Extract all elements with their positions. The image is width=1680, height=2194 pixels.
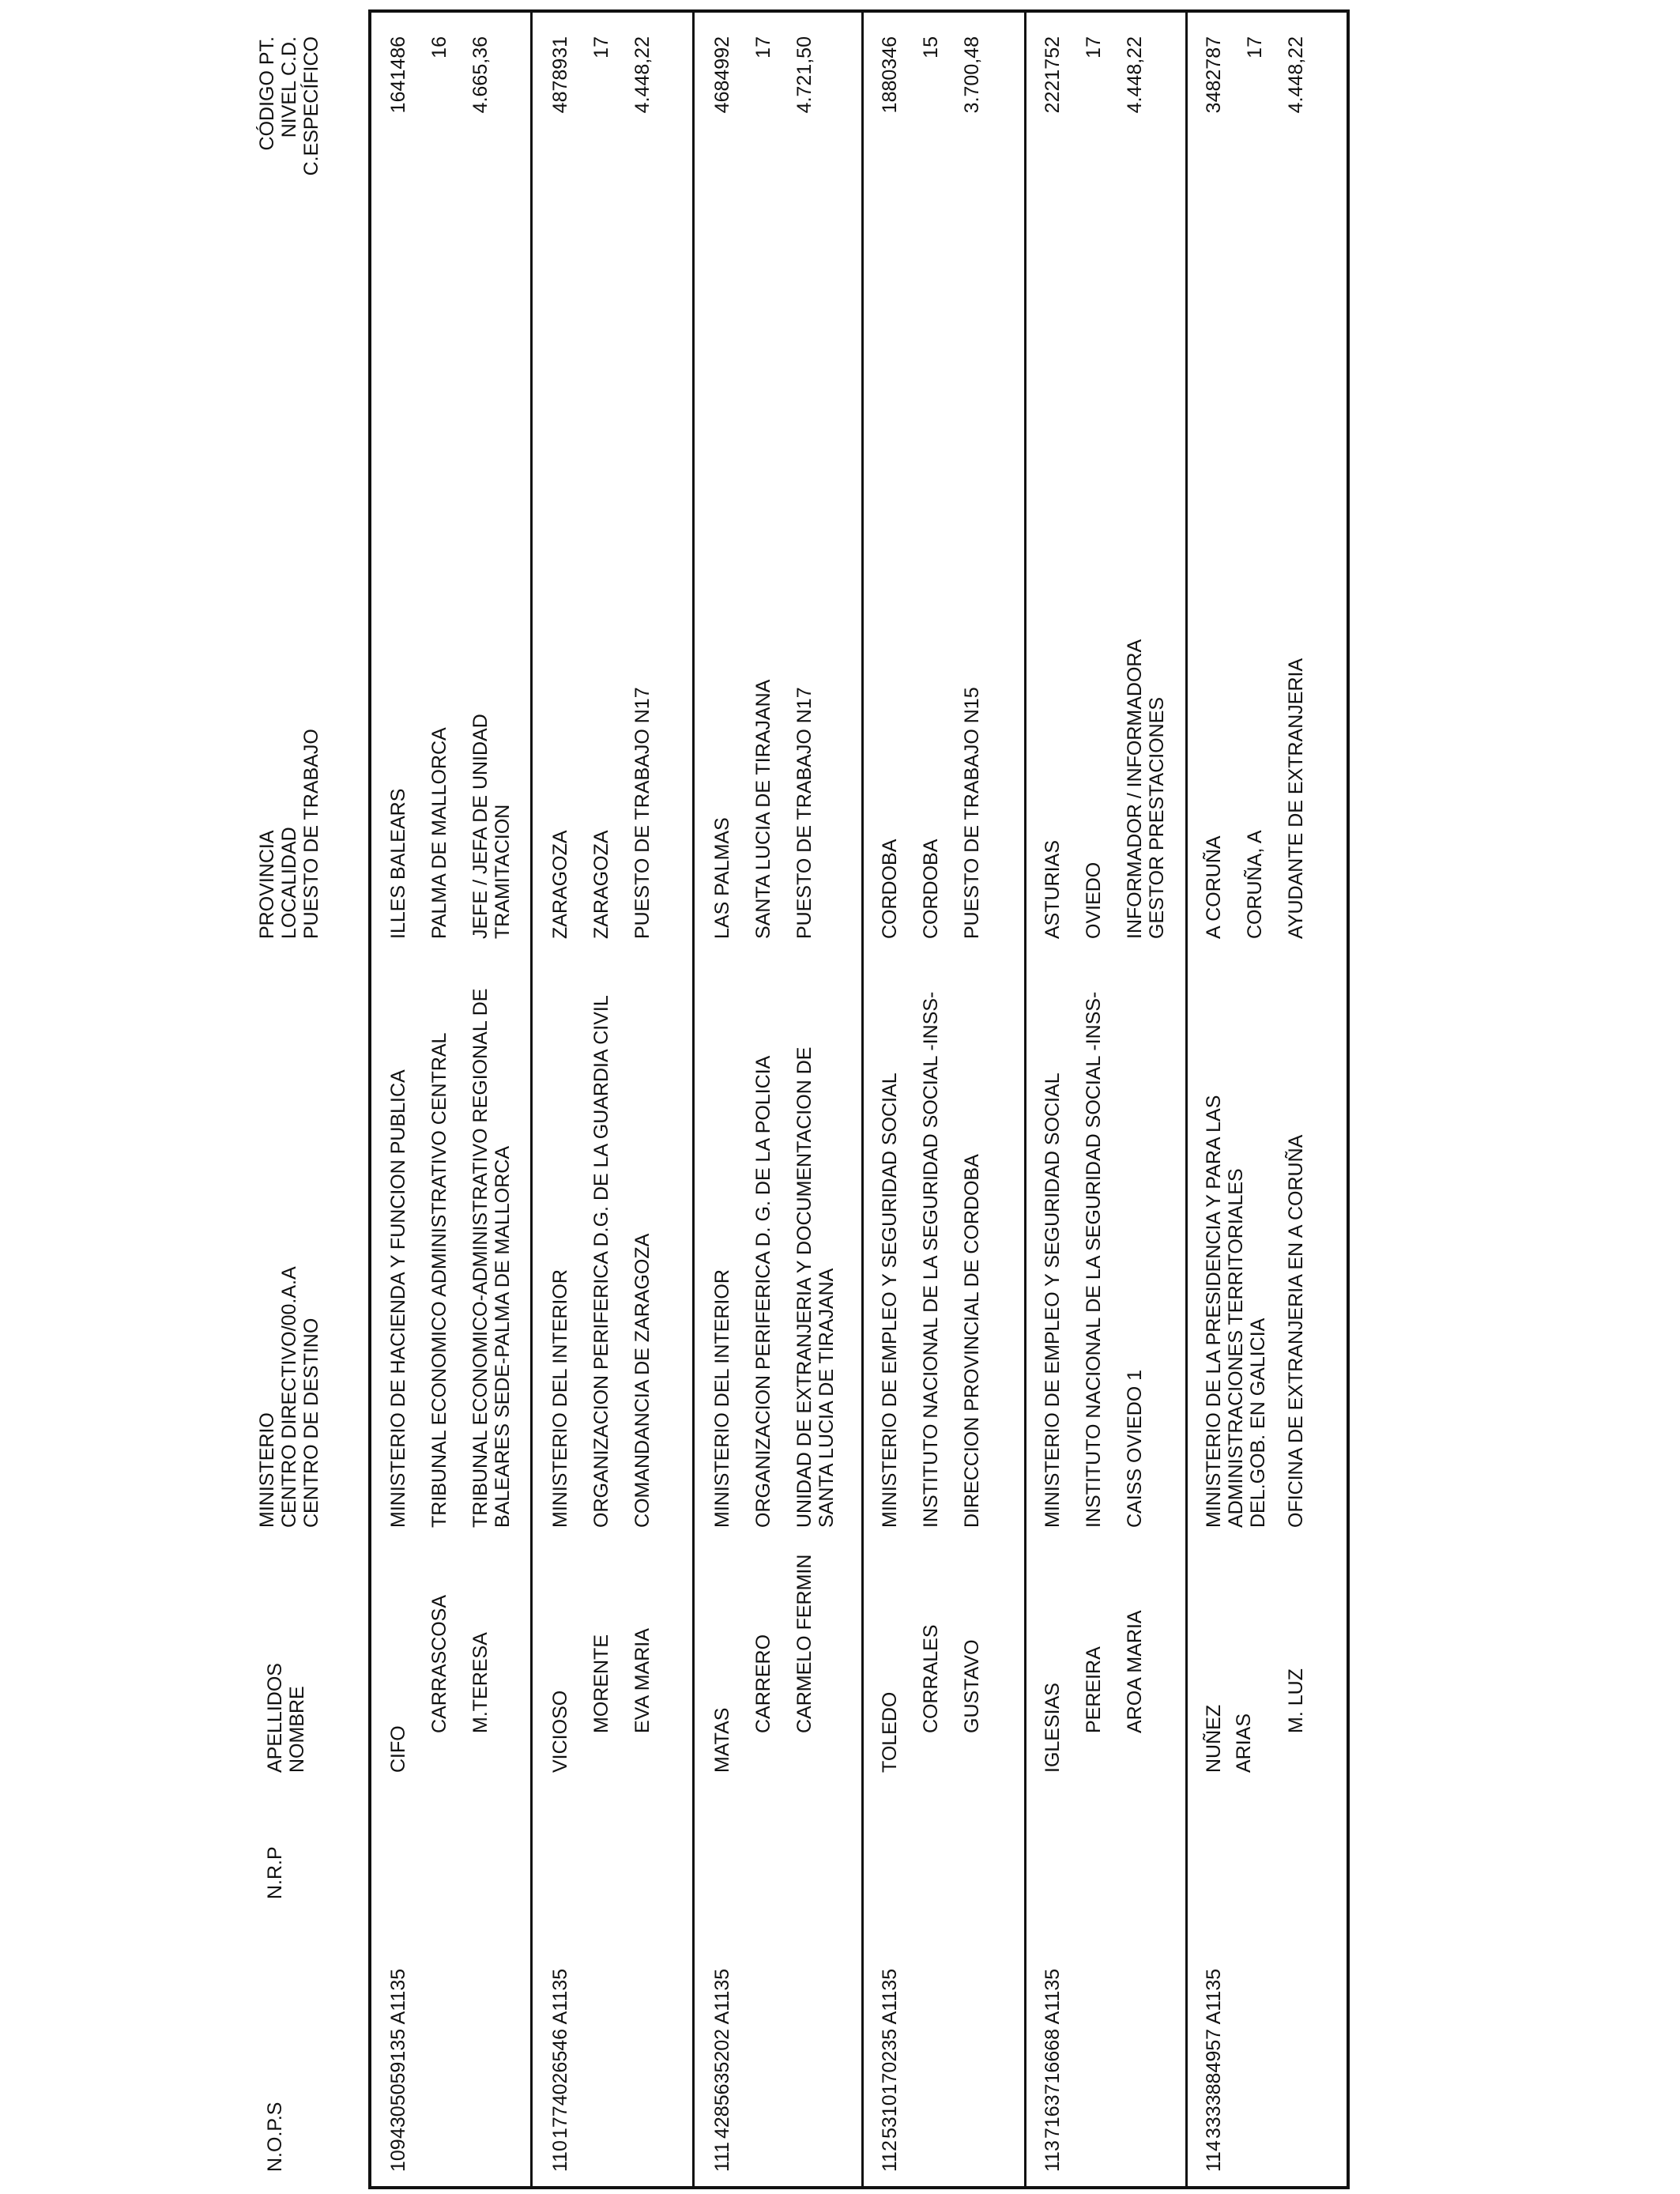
- record-nombre: EVA MARIA: [631, 1628, 654, 1733]
- record-nombre: M.TERESA: [469, 1632, 492, 1733]
- record-ministerio: MINISTERIO DE HACIENDA Y FUNCION PUBLICA: [387, 1069, 409, 1528]
- record-especifico: 4.448,22: [631, 36, 654, 114]
- record-nrp: 1774026546 A1135: [549, 1968, 571, 2139]
- record-ministerio: MINISTERIO DE EMPLEO Y SEGURIDAD SOCIAL: [879, 1072, 901, 1528]
- header-puesto: PUESTO DE TRABAJO: [300, 729, 322, 939]
- record-ministerio: MINISTERIO DE LA PRESIDENCIA Y PARA LAS ADMINISTRACIONES TERRITORIALES: [1203, 1095, 1247, 1528]
- record-especifico: 4.665,36: [469, 36, 492, 114]
- record-centro-directivo: INSTITUTO NACIONAL DE LA SEGURIDAD SOCIAL -INSS-: [1083, 991, 1105, 1528]
- record-nrp: 4285635202 A1135: [711, 1968, 733, 2139]
- record-especifico: 4.448,22: [1124, 36, 1146, 114]
- record-centro-destino: TRIBUNAL ECONOMICO-ADMINISTRATIVO REGIONAL DE BALEARES SEDE-PALMA DE MALLORCA: [469, 988, 514, 1528]
- record-centro-directivo: DEL.GOB. EN GALICIA: [1247, 1318, 1269, 1528]
- record-nrp: 4305059135 A1135: [387, 1968, 409, 2139]
- record-113: [1042, 0, 1184, 2194]
- row-divider: [1024, 9, 1026, 2189]
- record-apellido-1: VICIOSO: [549, 1690, 571, 1773]
- record-codigo: 1880346: [879, 36, 901, 114]
- record-nrp: 5310170235 A1135: [879, 1968, 901, 2139]
- row-divider: [530, 9, 533, 2189]
- record-apellido-2: ARIAS: [1233, 1713, 1255, 1773]
- record-nombre: CARMELO FERMIN: [793, 1554, 816, 1733]
- record-nivel: 16: [428, 36, 450, 58]
- record-centro-directivo: ORGANIZACION PERIFERICA D. G. DE LA POLICIA: [752, 1055, 774, 1528]
- record-nivel: 17: [1083, 36, 1105, 58]
- record-nops: 109: [387, 2139, 409, 2172]
- record-localidad: CORDOBA: [920, 839, 942, 939]
- record-apellido-2: CORRALES: [920, 1624, 942, 1733]
- record-puesto: JEFE / JEFA DE UNIDAD TRAMITACION: [469, 714, 514, 939]
- record-apellido-2: CARRASCOSA: [428, 1594, 450, 1733]
- record-provincia: LAS PALMAS: [711, 817, 733, 939]
- record-ministerio: MINISTERIO DEL INTERIOR: [549, 1269, 571, 1528]
- record-nombre: AROA MARIA: [1124, 1610, 1146, 1733]
- record-ministerio: MINISTERIO DE EMPLEO Y SEGURIDAD SOCIAL: [1042, 1072, 1064, 1528]
- record-apellido-1: MATAS: [711, 1707, 733, 1773]
- record-ministerio: MINISTERIO DEL INTERIOR: [711, 1269, 733, 1528]
- record-provincia: CORDOBA: [879, 839, 901, 939]
- record-apellido-1: CIFO: [387, 1725, 409, 1773]
- record-nops: 114: [1203, 2140, 1225, 2172]
- record-apellido-1: IGLESIAS: [1042, 1683, 1064, 1773]
- record-nops: 113: [1042, 2140, 1064, 2172]
- record-nops: 110: [549, 2140, 571, 2172]
- record-centro-directivo: INSTITUTO NACIONAL DE LA SEGURIDAD SOCIAL -INSS-: [920, 991, 942, 1528]
- record-centro-destino: CAISS OVIEDO 1: [1124, 1369, 1146, 1528]
- row-divider: [692, 9, 695, 2189]
- header-nombre: NOMBRE: [286, 1686, 308, 1773]
- record-puesto: PUESTO DE TRABAJO N17: [793, 687, 816, 939]
- record-especifico: 3.700,48: [961, 36, 983, 114]
- header-localidad: LOCALIDAD: [278, 827, 300, 939]
- record-codigo: 4684992: [711, 36, 733, 114]
- record-centro-destino: UNIDAD DE EXTRANJERIA Y DOCUMENTACION DE SANTA LUCIA DE TIRAJANA: [793, 1046, 838, 1528]
- record-nivel: 17: [590, 36, 612, 58]
- record-nombre: GUSTAVO: [961, 1639, 983, 1733]
- header-especifico: C.ESPECÍFICO: [300, 36, 322, 176]
- record-centro-destino: OFICINA DE EXTRANJERIA EN A CORUÑA: [1285, 1134, 1307, 1528]
- record-114: [1203, 0, 1345, 2194]
- header-apellidos: APELLIDOS: [264, 1663, 286, 1773]
- record-codigo: 4878931: [549, 36, 571, 114]
- record-puesto: INFORMADOR / INFORMADORA GESTOR PRESTACIONES: [1124, 640, 1168, 939]
- record-localidad: SANTA LUCIA DE TIRAJANA: [752, 679, 774, 939]
- header-ministerio: MINISTERIO: [256, 1412, 278, 1528]
- record-nivel: 17: [752, 36, 774, 58]
- record-especifico: 4.721,50: [793, 36, 816, 114]
- record-nops: 112: [879, 2140, 901, 2172]
- record-provincia: ZARAGOZA: [549, 830, 571, 939]
- record-apellido-2: MORENTE: [590, 1634, 612, 1733]
- record-codigo: 2221752: [1042, 36, 1064, 114]
- record-provincia: ILLES BALEARS: [387, 788, 409, 939]
- record-provincia: ASTURIAS: [1042, 839, 1064, 939]
- record-111: [711, 0, 861, 2194]
- header-centro-destino: CENTRO DE DESTINO: [300, 1318, 322, 1528]
- header-centro-directivo: CENTRO DIRECTIVO/00.A.A: [278, 1266, 300, 1528]
- row-divider: [1185, 9, 1188, 2189]
- record-apellido-1: NUÑEZ: [1203, 1704, 1225, 1773]
- record-nops: 111: [711, 2141, 733, 2172]
- record-centro-directivo: ORGANIZACION PERIFERICA D.G. DE LA GUARDIA CIVIL: [590, 995, 612, 1528]
- header-provincia: PROVINCIA: [256, 830, 278, 939]
- header-codigo: CÓDIGO PT.: [256, 36, 278, 151]
- record-112: [879, 0, 1021, 2194]
- header-nops: N.O.P.S: [264, 2102, 286, 2172]
- record-apellido-1: TOLEDO: [879, 1691, 901, 1773]
- record-nivel: 15: [920, 36, 942, 58]
- record-apellido-2: PEREIRA: [1083, 1646, 1105, 1733]
- record-especifico: 4.448,22: [1285, 36, 1307, 114]
- record-provincia: A CORUÑA: [1203, 835, 1225, 939]
- record-110: [549, 0, 691, 2194]
- record-codigo: 3482787: [1203, 36, 1225, 114]
- row-divider: [861, 9, 864, 2189]
- record-centro-destino: COMANDANCIA DE ZARAGOZA: [631, 1233, 654, 1528]
- record-puesto: PUESTO DE TRABAJO N17: [631, 687, 654, 939]
- record-centro-destino: DIRECCION PROVINCIAL DE CORDOBA: [961, 1154, 983, 1528]
- header-nrp: N.R.P: [264, 1846, 286, 1899]
- record-localidad: PALMA DE MALLORCA: [428, 727, 450, 939]
- record-nrp: 3333884957 A1135: [1203, 1968, 1225, 2139]
- record-nrp: 7163716668 A1135: [1042, 1968, 1064, 2139]
- record-codigo: 1641486: [387, 36, 409, 114]
- record-nivel: 17: [1244, 36, 1266, 58]
- header-nivel: NIVEL C.D.: [278, 36, 300, 138]
- record-puesto: AYUDANTE DE EXTRANJERIA: [1285, 658, 1307, 939]
- record-apellido-2: CARRERO: [752, 1634, 774, 1733]
- record-localidad: ZARAGOZA: [590, 830, 612, 939]
- record-nombre: M. LUZ: [1285, 1668, 1307, 1733]
- record-109: [387, 0, 529, 2194]
- record-centro-directivo: TRIBUNAL ECONOMICO ADMINISTRATIVO CENTRAL: [428, 1032, 450, 1528]
- record-puesto: PUESTO DE TRABAJO N15: [961, 687, 983, 939]
- record-localidad: CORUÑA, A: [1244, 830, 1266, 939]
- record-localidad: OVIEDO: [1083, 861, 1105, 939]
